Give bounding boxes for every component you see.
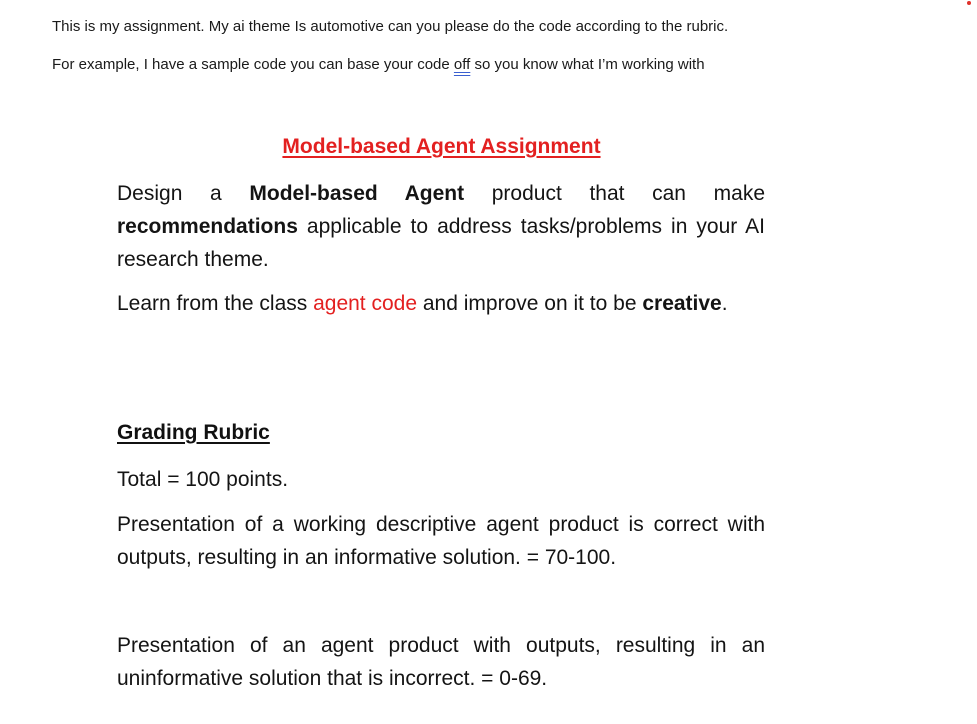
desc-bold-recommendations: recommendations <box>117 215 298 238</box>
instr-text-2: and improve on it to be <box>417 292 643 315</box>
instr-bold-creative: creative <box>642 292 722 315</box>
grading-rubric-heading: Grading Rubric <box>117 421 270 444</box>
rubric-criterion-1: Presentation of a working descriptive agent product is correct with outputs, resulting in an informative solution. = 70-100. <box>117 513 765 569</box>
instr-text-1: Learn from the class <box>117 292 314 315</box>
red-marker-dot <box>967 1 971 5</box>
desc-bold-model-based-agent: Model-based Agent <box>249 182 465 205</box>
rubric-total: Total = 100 points. <box>117 468 289 491</box>
intro-line-2-start: For example, I have a sample code you can base your code <box>52 56 454 73</box>
desc-text-3: applicable to address tasks/problems in your AI research theme. <box>117 215 765 271</box>
spellcheck-flagged-word[interactable]: off <box>453 56 471 73</box>
agent-code-highlight: agent code <box>313 292 418 315</box>
intro-line-1: This is my assignment. My ai theme Is automotive can you please do the code according to the rubric. <box>52 18 729 35</box>
assignment-title: Model-based Agent Assignment <box>282 135 601 158</box>
rubric-criterion-2: Presentation of an agent product with outputs, resulting in an uninformative solution that is incorrect. = 0-69. <box>117 634 765 690</box>
intro-line-2-end: so you know what I’m working with <box>470 56 705 73</box>
desc-text-1: Design a <box>117 182 250 205</box>
intro-line-2 <box>52 56 705 74</box>
desc-text-2: product that can make <box>464 182 765 205</box>
assignment-description <box>117 177 765 276</box>
assignment-instruction <box>117 287 765 320</box>
instr-text-3: . <box>721 292 728 315</box>
